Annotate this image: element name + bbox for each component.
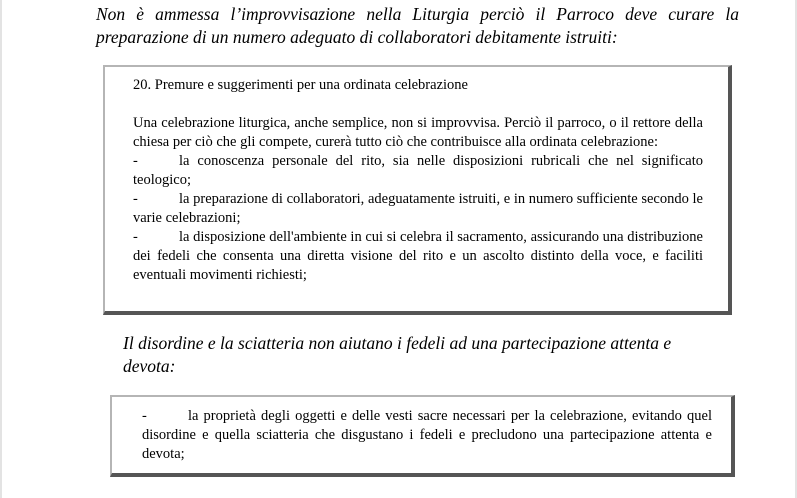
quote-paragraph: Una celebrazione liturgica, anche semplice, non si improvvisa. Perciò il parroco, o il rettore della chiesa per ciò che gli compete, curerà tutto ciò che contribuisce alla ordinata celebrazione: <box>133 115 703 150</box>
quote2-body <box>142 407 712 464</box>
bullet-marker: - <box>133 229 138 245</box>
quote-bullet-3 <box>133 228 703 285</box>
bullet-text: la preparazione di collaboratori, adeguatamente istruiti, e in numero sufficiente secondo le varie celebrazioni; <box>133 191 703 226</box>
bullet-marker: - <box>133 153 138 169</box>
quote-bullet-2 <box>133 190 703 228</box>
bullet-marker: - <box>142 408 147 424</box>
quote-box-proprieta <box>110 395 735 477</box>
quote-title: 20. Premure e suggerimenti per una ordinata celebrazione <box>133 77 468 93</box>
quote-body <box>133 114 703 285</box>
bullet-text: la proprietà degli oggetti e delle vesti sacre necessari per la celebrazione, evitando quel disordine e quella sciatteria che disgustano i fedeli e precludono una partecipazione attenta e devota; <box>142 408 712 462</box>
bullet-text: la conoscenza personale del rito, sia nelle disposizioni rubricali che nel significato teologico; <box>133 153 703 188</box>
quote2-bullet-1 <box>142 407 712 464</box>
middle-paragraph: Il disordine e la sciatteria non aiutano i fedeli ad una partecipazione attenta e devota: <box>123 333 672 376</box>
intro-paragraph: Non è ammessa l’improvvisazione nella Liturgia perciò il Parroco deve curare la preparazione di un numero adeguato di collaboratori debitamente istruiti: <box>96 4 739 47</box>
quote-bullet-1 <box>133 152 703 190</box>
bullet-text: la disposizione dell'ambiente in cui si celebra il sacramento, assicurando una distribuzione dei fedeli che consenta una diretta visione del rito e un ascolto distinto della voce, e faciliti eventuali movimenti richiesti; <box>133 229 703 283</box>
page-edge-left <box>0 0 2 498</box>
bullet-marker: - <box>133 191 138 207</box>
quote-box-premure <box>103 65 732 315</box>
